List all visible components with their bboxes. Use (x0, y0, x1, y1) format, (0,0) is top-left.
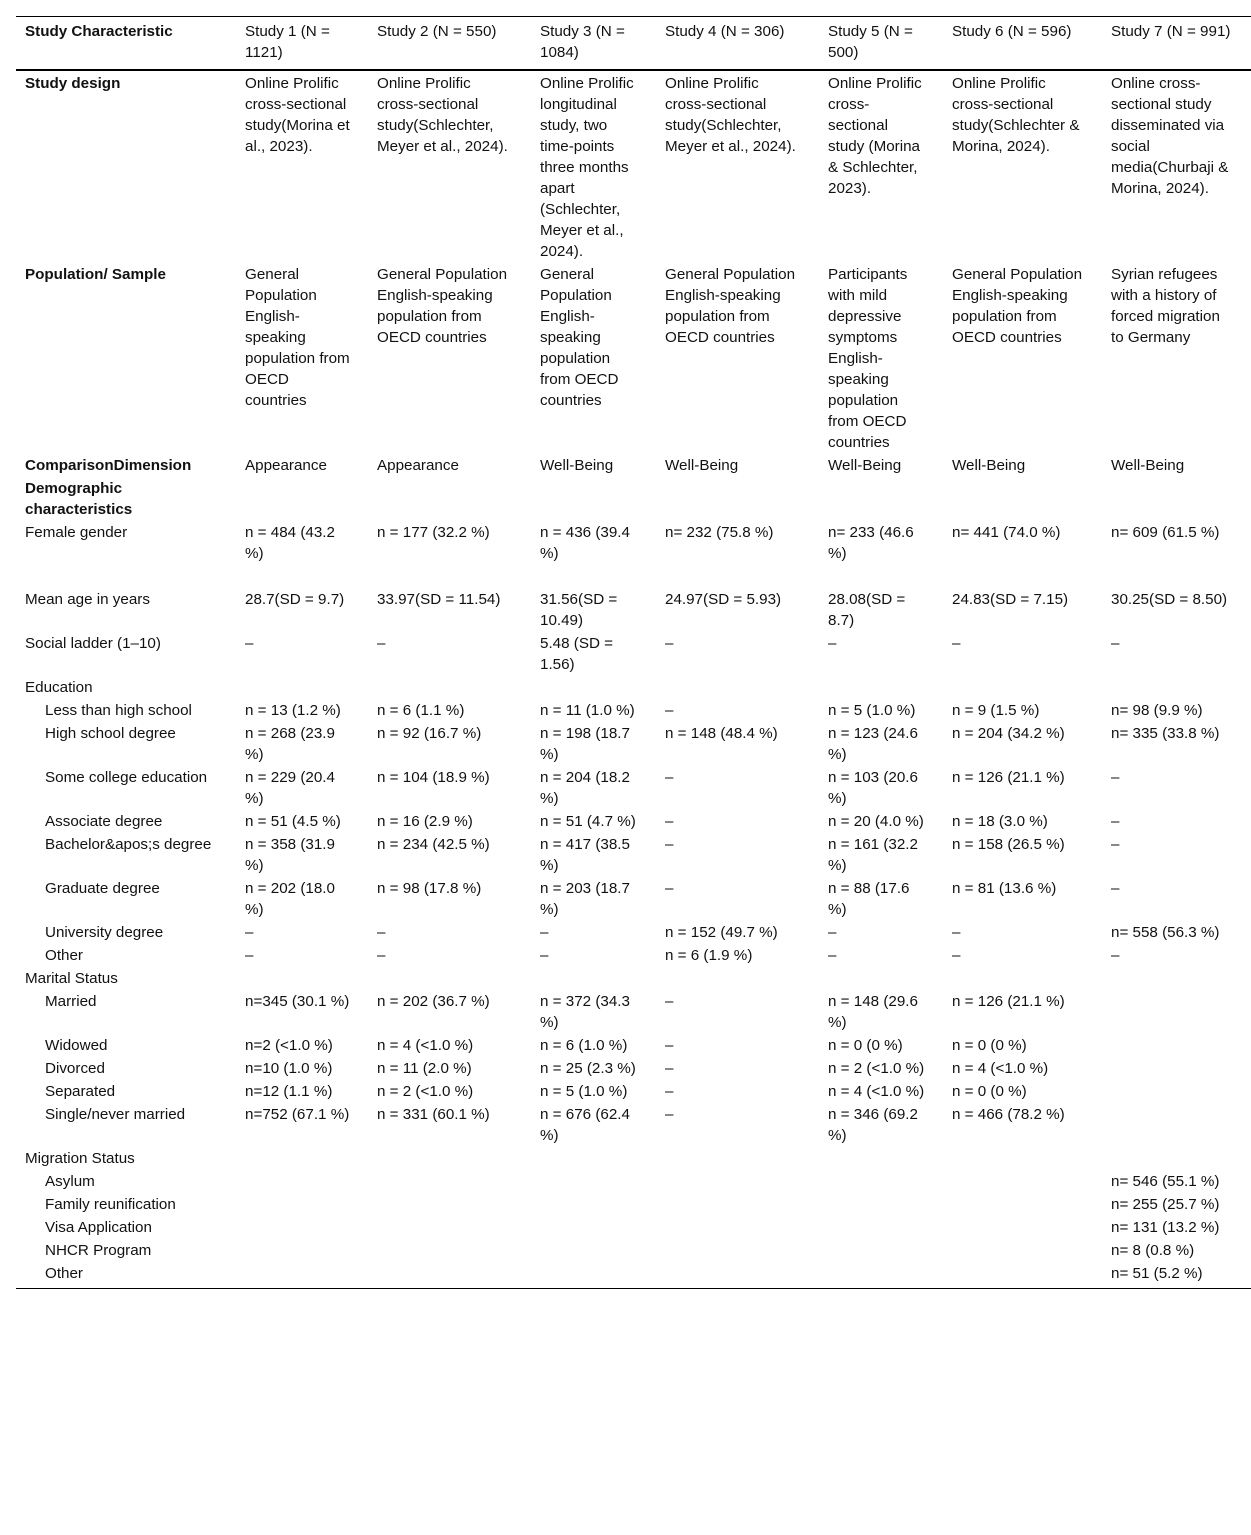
cell-study-2: n = 16 (2.9 %) (377, 813, 473, 830)
cell-study-2: n = 331 (60.1 %) (377, 1106, 490, 1123)
cell-study-2: n = 177 (32.2 %) (377, 524, 490, 541)
cell-study-5: – (828, 947, 837, 964)
cell-study-6 (943, 1217, 1102, 1240)
cell-study-2 (368, 1240, 531, 1263)
cell-study-4 (656, 677, 819, 700)
row-label: Social ladder (1–10) (25, 635, 161, 652)
cell-study-2: General Population English-speaking population from OECD countries (377, 266, 508, 346)
cell-study-4 (656, 1240, 819, 1263)
cell-study-5: n = 88 (17.6 %) (828, 880, 910, 918)
cell-study-7: 30.25(SD = 8.50) (1111, 591, 1228, 608)
cell-study-3: n = 11 (1.0 %) (540, 702, 635, 719)
cell-study-2 (368, 1263, 531, 1289)
row-label: Study design (25, 75, 121, 92)
table-body (16, 70, 1251, 1289)
cell-study-7: – (1111, 635, 1120, 652)
cell-study-5 (819, 1171, 943, 1194)
cell-study-6: n = 126 (21.1 %) (952, 993, 1065, 1010)
cell-study-1: – (245, 924, 254, 941)
cell-study-5 (819, 968, 943, 991)
header-study-6: Study 6 (N = 596) (952, 23, 1072, 40)
table-row (16, 522, 1251, 589)
cell-study-3: – (540, 924, 549, 941)
cell-study-3: n = 198 (18.7 %) (540, 725, 630, 763)
cell-study-3 (531, 1240, 656, 1263)
cell-study-4: – (665, 702, 674, 719)
cell-study-3 (531, 1148, 656, 1171)
header-study-5: Study 5 (N = 500) (828, 23, 913, 61)
table-row (16, 767, 1251, 811)
cell-study-2: n = 92 (16.7 %) (377, 725, 482, 742)
cell-study-3: Well-Being (540, 457, 614, 474)
cell-study-2 (368, 1194, 531, 1217)
cell-study-1: n = 202 (18.0 %) (245, 880, 335, 918)
cell-study-4: n = 148 (48.4 %) (665, 725, 778, 742)
cell-study-4 (656, 1194, 819, 1217)
cell-study-1: General Population English-speaking population from OECD countries (245, 266, 350, 409)
row-label: Visa Application (45, 1219, 152, 1236)
cell-study-4: – (665, 1060, 674, 1077)
cell-study-2: n = 2 (<1.0 %) (377, 1083, 474, 1100)
cell-study-7: Syrian refugees with a history of forced migration to Germany (1111, 266, 1220, 346)
cell-study-1 (236, 1171, 368, 1194)
cell-study-3: Online Prolific longitudinal study, two time-points three months apart (Schlechter, Meyer et al., 2024). (540, 75, 634, 260)
cell-study-4: – (665, 1106, 674, 1123)
row-label: Population/ Sample (25, 266, 166, 283)
cell-study-1: n=345 (30.1 %) (245, 993, 350, 1010)
cell-study-3 (531, 1171, 656, 1194)
cell-study-2: Online Prolific cross-sectional study(Schlechter, Meyer et al., 2024). (377, 75, 508, 155)
cell-study-4: n= 232 (75.8 %) (665, 524, 774, 541)
row-label: Migration Status (25, 1150, 135, 1167)
cell-study-4: n = 152 (49.7 %) (665, 924, 778, 941)
row-label: Single/never married (45, 1106, 186, 1123)
cell-study-3: n = 676 (62.4 %) (540, 1106, 630, 1144)
table-row (16, 1035, 1251, 1058)
cell-study-5: n = 20 (4.0 %) (828, 813, 924, 830)
cell-study-6: n = 9 (1.5 %) (952, 702, 1040, 719)
cell-study-5 (819, 1263, 943, 1289)
table-row (16, 968, 1251, 991)
row-label: Marital Status (25, 970, 118, 987)
table-row (16, 945, 1251, 968)
table-row (16, 1194, 1251, 1217)
header-characteristic: Study Characteristic (25, 23, 173, 40)
cell-study-1: n = 484 (43.2 %) (245, 524, 335, 562)
table-row (16, 589, 1251, 633)
cell-study-5: Well-Being (828, 457, 902, 474)
cell-study-3: n = 203 (18.7 %) (540, 880, 630, 918)
cell-study-6: – (952, 924, 961, 941)
cell-study-5: n = 4 (<1.0 %) (828, 1083, 925, 1100)
table-row (16, 1240, 1251, 1263)
cell-study-6 (943, 1263, 1102, 1289)
table-row (16, 922, 1251, 945)
cell-study-6: n = 158 (26.5 %) (952, 836, 1065, 853)
table-row (16, 700, 1251, 723)
cell-study-7: Online cross-sectional study disseminated via social media(Churbaji & Morina, 2024). (1111, 75, 1229, 197)
cell-study-1: 28.7(SD = 9.7) (245, 591, 345, 608)
cell-study-7 (1102, 991, 1251, 1035)
cell-study-6: n = 4 (<1.0 %) (952, 1060, 1049, 1077)
cell-study-3 (531, 1217, 656, 1240)
cell-study-4: n = 6 (1.9 %) (665, 947, 753, 964)
cell-study-6: n = 204 (34.2 %) (952, 725, 1065, 742)
cell-study-3: n = 51 (4.7 %) (540, 813, 636, 830)
cell-study-2 (368, 1148, 531, 1171)
cell-study-6 (943, 478, 1102, 522)
cell-study-1 (236, 1194, 368, 1217)
cell-study-6: n = 466 (78.2 %) (952, 1106, 1065, 1123)
cell-study-5: n = 0 (0 %) (828, 1037, 903, 1054)
header-study-1: Study 1 (N = 1121) (245, 23, 330, 61)
cell-study-4: – (665, 1037, 674, 1054)
table-row (16, 1263, 1251, 1289)
table-row (16, 1081, 1251, 1104)
cell-study-7 (1102, 968, 1251, 991)
row-label: Education (25, 679, 93, 696)
cell-study-4 (656, 968, 819, 991)
cell-study-6: General Population English-speaking population from OECD countries (952, 266, 1083, 346)
cell-study-7 (1102, 1081, 1251, 1104)
cell-study-4 (656, 1148, 819, 1171)
cell-study-6 (943, 1240, 1102, 1263)
cell-study-7: – (1111, 947, 1120, 964)
cell-study-3: n = 436 (39.4 %) (540, 524, 630, 562)
table-row (16, 723, 1251, 767)
row-label: Asylum (45, 1173, 95, 1190)
cell-study-2 (368, 1217, 531, 1240)
cell-study-5: n = 5 (1.0 %) (828, 702, 916, 719)
cell-study-1 (236, 1148, 368, 1171)
cell-study-7: – (1111, 769, 1120, 786)
cell-study-5: n = 2 (<1.0 %) (828, 1060, 925, 1077)
cell-study-6 (943, 1171, 1102, 1194)
row-label: Married (45, 993, 97, 1010)
cell-study-4: – (665, 880, 674, 897)
cell-study-5: n = 103 (20.6 %) (828, 769, 918, 807)
cell-study-2: n = 6 (1.1 %) (377, 702, 465, 719)
cell-study-2 (368, 968, 531, 991)
cell-study-6: – (952, 947, 961, 964)
row-label: Demographic characteristics (25, 480, 133, 518)
cell-study-7: – (1111, 836, 1120, 853)
cell-study-1: n=752 (67.1 %) (245, 1106, 350, 1123)
cell-study-3 (531, 478, 656, 522)
cell-study-5: Online Prolific cross-sectional study (Morina & Schlechter, 2023). (828, 75, 922, 197)
cell-study-4 (656, 478, 819, 522)
cell-study-1: – (245, 635, 254, 652)
cell-study-2: n = 104 (18.9 %) (377, 769, 490, 786)
cell-study-3: 5.48 (SD = 1.56) (540, 635, 614, 673)
header-study-2: Study 2 (N = 550) (377, 23, 497, 40)
cell-study-6 (943, 677, 1102, 700)
cell-study-1 (236, 1217, 368, 1240)
header-study-4: Study 4 (N = 306) (665, 23, 785, 40)
cell-study-5 (819, 478, 943, 522)
cell-study-2: n = 98 (17.8 %) (377, 880, 482, 897)
cell-study-7 (1102, 677, 1251, 700)
cell-study-5: n= 233 (46.6 %) (828, 524, 914, 562)
header-study-7: Study 7 (N = 991) (1111, 23, 1231, 40)
row-label: Associate degree (45, 813, 163, 830)
cell-study-2: Appearance (377, 457, 459, 474)
cell-study-2: 33.97(SD = 11.54) (377, 591, 501, 608)
study-characteristics-table (16, 16, 1251, 1289)
cell-study-1 (236, 1263, 368, 1289)
cell-study-6 (943, 1194, 1102, 1217)
cell-study-3: 31.56(SD = 10.49) (540, 591, 618, 629)
cell-study-3: n = 25 (2.3 %) (540, 1060, 636, 1077)
cell-study-7: – (1111, 880, 1120, 897)
cell-study-3: n = 6 (1.0 %) (540, 1037, 628, 1054)
row-label: Other (45, 1265, 83, 1282)
cell-study-3 (531, 1263, 656, 1289)
cell-study-4: – (665, 635, 674, 652)
cell-study-5: Participants with mild depressive symptoms English-speaking population from OECD countries (828, 266, 908, 451)
cell-study-6 (943, 968, 1102, 991)
cell-study-1 (236, 478, 368, 522)
cell-study-5 (819, 677, 943, 700)
cell-study-7 (1102, 478, 1251, 522)
cell-study-6: n = 126 (21.1 %) (952, 769, 1065, 786)
row-label: Widowed (45, 1037, 108, 1054)
cell-study-3: n = 372 (34.3 %) (540, 993, 630, 1031)
cell-study-1: n = 51 (4.5 %) (245, 813, 341, 830)
cell-study-6: n = 81 (13.6 %) (952, 880, 1057, 897)
cell-study-7: n= 131 (13.2 %) (1111, 1219, 1220, 1236)
cell-study-3: n = 417 (38.5 %) (540, 836, 630, 874)
cell-study-4: 24.97(SD = 5.93) (665, 591, 782, 608)
cell-study-7: n= 609 (61.5 %) (1111, 524, 1220, 541)
row-label: Female gender (25, 524, 128, 541)
cell-study-2: – (377, 635, 386, 652)
cell-study-3 (531, 1194, 656, 1217)
cell-study-2: n = 234 (42.5 %) (377, 836, 490, 853)
cell-study-6: n = 0 (0 %) (952, 1037, 1027, 1054)
table-row (16, 478, 1251, 522)
table-row (16, 1217, 1251, 1240)
cell-study-5: n = 123 (24.6 %) (828, 725, 918, 763)
cell-study-6: n= 441 (74.0 %) (952, 524, 1061, 541)
cell-study-5: – (828, 924, 837, 941)
cell-study-5 (819, 1194, 943, 1217)
cell-study-1: n = 229 (20.4 %) (245, 769, 335, 807)
cell-study-7 (1102, 1058, 1251, 1081)
table-row (16, 1104, 1251, 1148)
cell-study-6: n = 0 (0 %) (952, 1083, 1027, 1100)
cell-study-6: 24.83(SD = 7.15) (952, 591, 1069, 608)
cell-study-7: n= 546 (55.1 %) (1111, 1173, 1220, 1190)
cell-study-1 (236, 1240, 368, 1263)
table-row (16, 264, 1251, 455)
cell-study-2 (368, 478, 531, 522)
cell-study-4: – (665, 813, 674, 830)
cell-study-7: n= 51 (5.2 %) (1111, 1265, 1203, 1282)
table-row (16, 455, 1251, 478)
table-row (16, 70, 1251, 264)
cell-study-5: n = 346 (69.2 %) (828, 1106, 918, 1144)
cell-study-1: n = 13 (1.2 %) (245, 702, 341, 719)
cell-study-3: n = 5 (1.0 %) (540, 1083, 628, 1100)
cell-study-6: – (952, 635, 961, 652)
cell-study-2: n = 11 (2.0 %) (377, 1060, 472, 1077)
table-row (16, 834, 1251, 878)
table-row (16, 633, 1251, 677)
cell-study-3: n = 204 (18.2 %) (540, 769, 630, 807)
row-label: Family reunification (45, 1196, 176, 1213)
cell-study-5: n = 148 (29.6 %) (828, 993, 918, 1031)
cell-study-4 (656, 1217, 819, 1240)
cell-study-3: – (540, 947, 549, 964)
table-row (16, 1058, 1251, 1081)
cell-study-6: Well-Being (952, 457, 1026, 474)
cell-study-1: n = 358 (31.9 %) (245, 836, 335, 874)
cell-study-4: Online Prolific cross-sectional study(Schlechter, Meyer et al., 2024). (665, 75, 796, 155)
cell-study-1: n=12 (1.1 %) (245, 1083, 333, 1100)
cell-study-2: – (377, 947, 386, 964)
row-label: University degree (45, 924, 164, 941)
cell-study-1: n=10 (1.0 %) (245, 1060, 333, 1077)
cell-study-6: Online Prolific cross-sectional study(Schlechter & Morina, 2024). (952, 75, 1080, 155)
cell-study-4: – (665, 1083, 674, 1100)
cell-study-2 (368, 1171, 531, 1194)
cell-study-3: General Population English-speaking population from OECD countries (540, 266, 619, 409)
row-label: High school degree (45, 725, 176, 742)
cell-study-7: n= 8 (0.8 %) (1111, 1242, 1195, 1259)
row-label: Less than high school (45, 702, 192, 719)
header-study-3: Study 3 (N = 1084) (540, 23, 625, 61)
cell-study-5: 28.08(SD = 8.7) (828, 591, 906, 629)
cell-study-7 (1102, 1148, 1251, 1171)
row-label: Divorced (45, 1060, 105, 1077)
cell-study-5 (819, 1148, 943, 1171)
table-header-row (16, 17, 1251, 71)
cell-study-7 (1102, 1035, 1251, 1058)
cell-study-4 (656, 1263, 819, 1289)
table-row (16, 878, 1251, 922)
cell-study-7: n= 98 (9.9 %) (1111, 702, 1203, 719)
cell-study-2: n = 4 (<1.0 %) (377, 1037, 474, 1054)
row-label: Other (45, 947, 83, 964)
cell-study-7: n= 558 (56.3 %) (1111, 924, 1220, 941)
row-label: NHCR Program (45, 1242, 152, 1259)
cell-study-3 (531, 968, 656, 991)
cell-study-1 (236, 968, 368, 991)
cell-study-2: n = 202 (36.7 %) (377, 993, 490, 1010)
cell-study-6 (943, 1148, 1102, 1171)
cell-study-1: – (245, 947, 254, 964)
cell-study-7: Well-Being (1111, 457, 1185, 474)
cell-study-2: – (377, 924, 386, 941)
cell-study-1: Online Prolific cross-sectional study(Morina et al., 2023). (245, 75, 350, 155)
cell-study-1: n=2 (<1.0 %) (245, 1037, 333, 1054)
cell-study-5: n = 161 (32.2 %) (828, 836, 918, 874)
cell-study-6: n = 18 (3.0 %) (952, 813, 1048, 830)
cell-study-1: n = 268 (23.9 %) (245, 725, 335, 763)
row-label: Separated (45, 1083, 116, 1100)
cell-study-3 (531, 677, 656, 700)
cell-study-4: General Population English-speaking population from OECD countries (665, 266, 796, 346)
cell-study-5 (819, 1217, 943, 1240)
cell-study-7: – (1111, 813, 1120, 830)
cell-study-2 (368, 677, 531, 700)
table-row (16, 1171, 1251, 1194)
cell-study-4: – (665, 769, 674, 786)
row-label: Graduate degree (45, 880, 160, 897)
cell-study-5 (819, 1240, 943, 1263)
table-row (16, 811, 1251, 834)
row-label: Mean age in years (25, 591, 150, 608)
cell-study-4 (656, 1171, 819, 1194)
cell-study-4: – (665, 836, 674, 853)
cell-study-4: Well-Being (665, 457, 739, 474)
cell-study-7: n= 255 (25.7 %) (1111, 1196, 1220, 1213)
table-row (16, 1148, 1251, 1171)
cell-study-5: – (828, 635, 837, 652)
study-characteristics-table-wrapper (16, 16, 1251, 1289)
table-row (16, 991, 1251, 1035)
cell-study-1 (236, 677, 368, 700)
cell-study-7: n= 335 (33.8 %) (1111, 725, 1220, 742)
row-label: Some college education (45, 769, 208, 786)
row-label: Bachelor&apos;s degree (45, 836, 212, 853)
table-row (16, 677, 1251, 700)
cell-study-7 (1102, 1104, 1251, 1148)
row-label: ComparisonDimension (25, 457, 192, 474)
cell-study-1: Appearance (245, 457, 327, 474)
cell-study-4: – (665, 993, 674, 1010)
